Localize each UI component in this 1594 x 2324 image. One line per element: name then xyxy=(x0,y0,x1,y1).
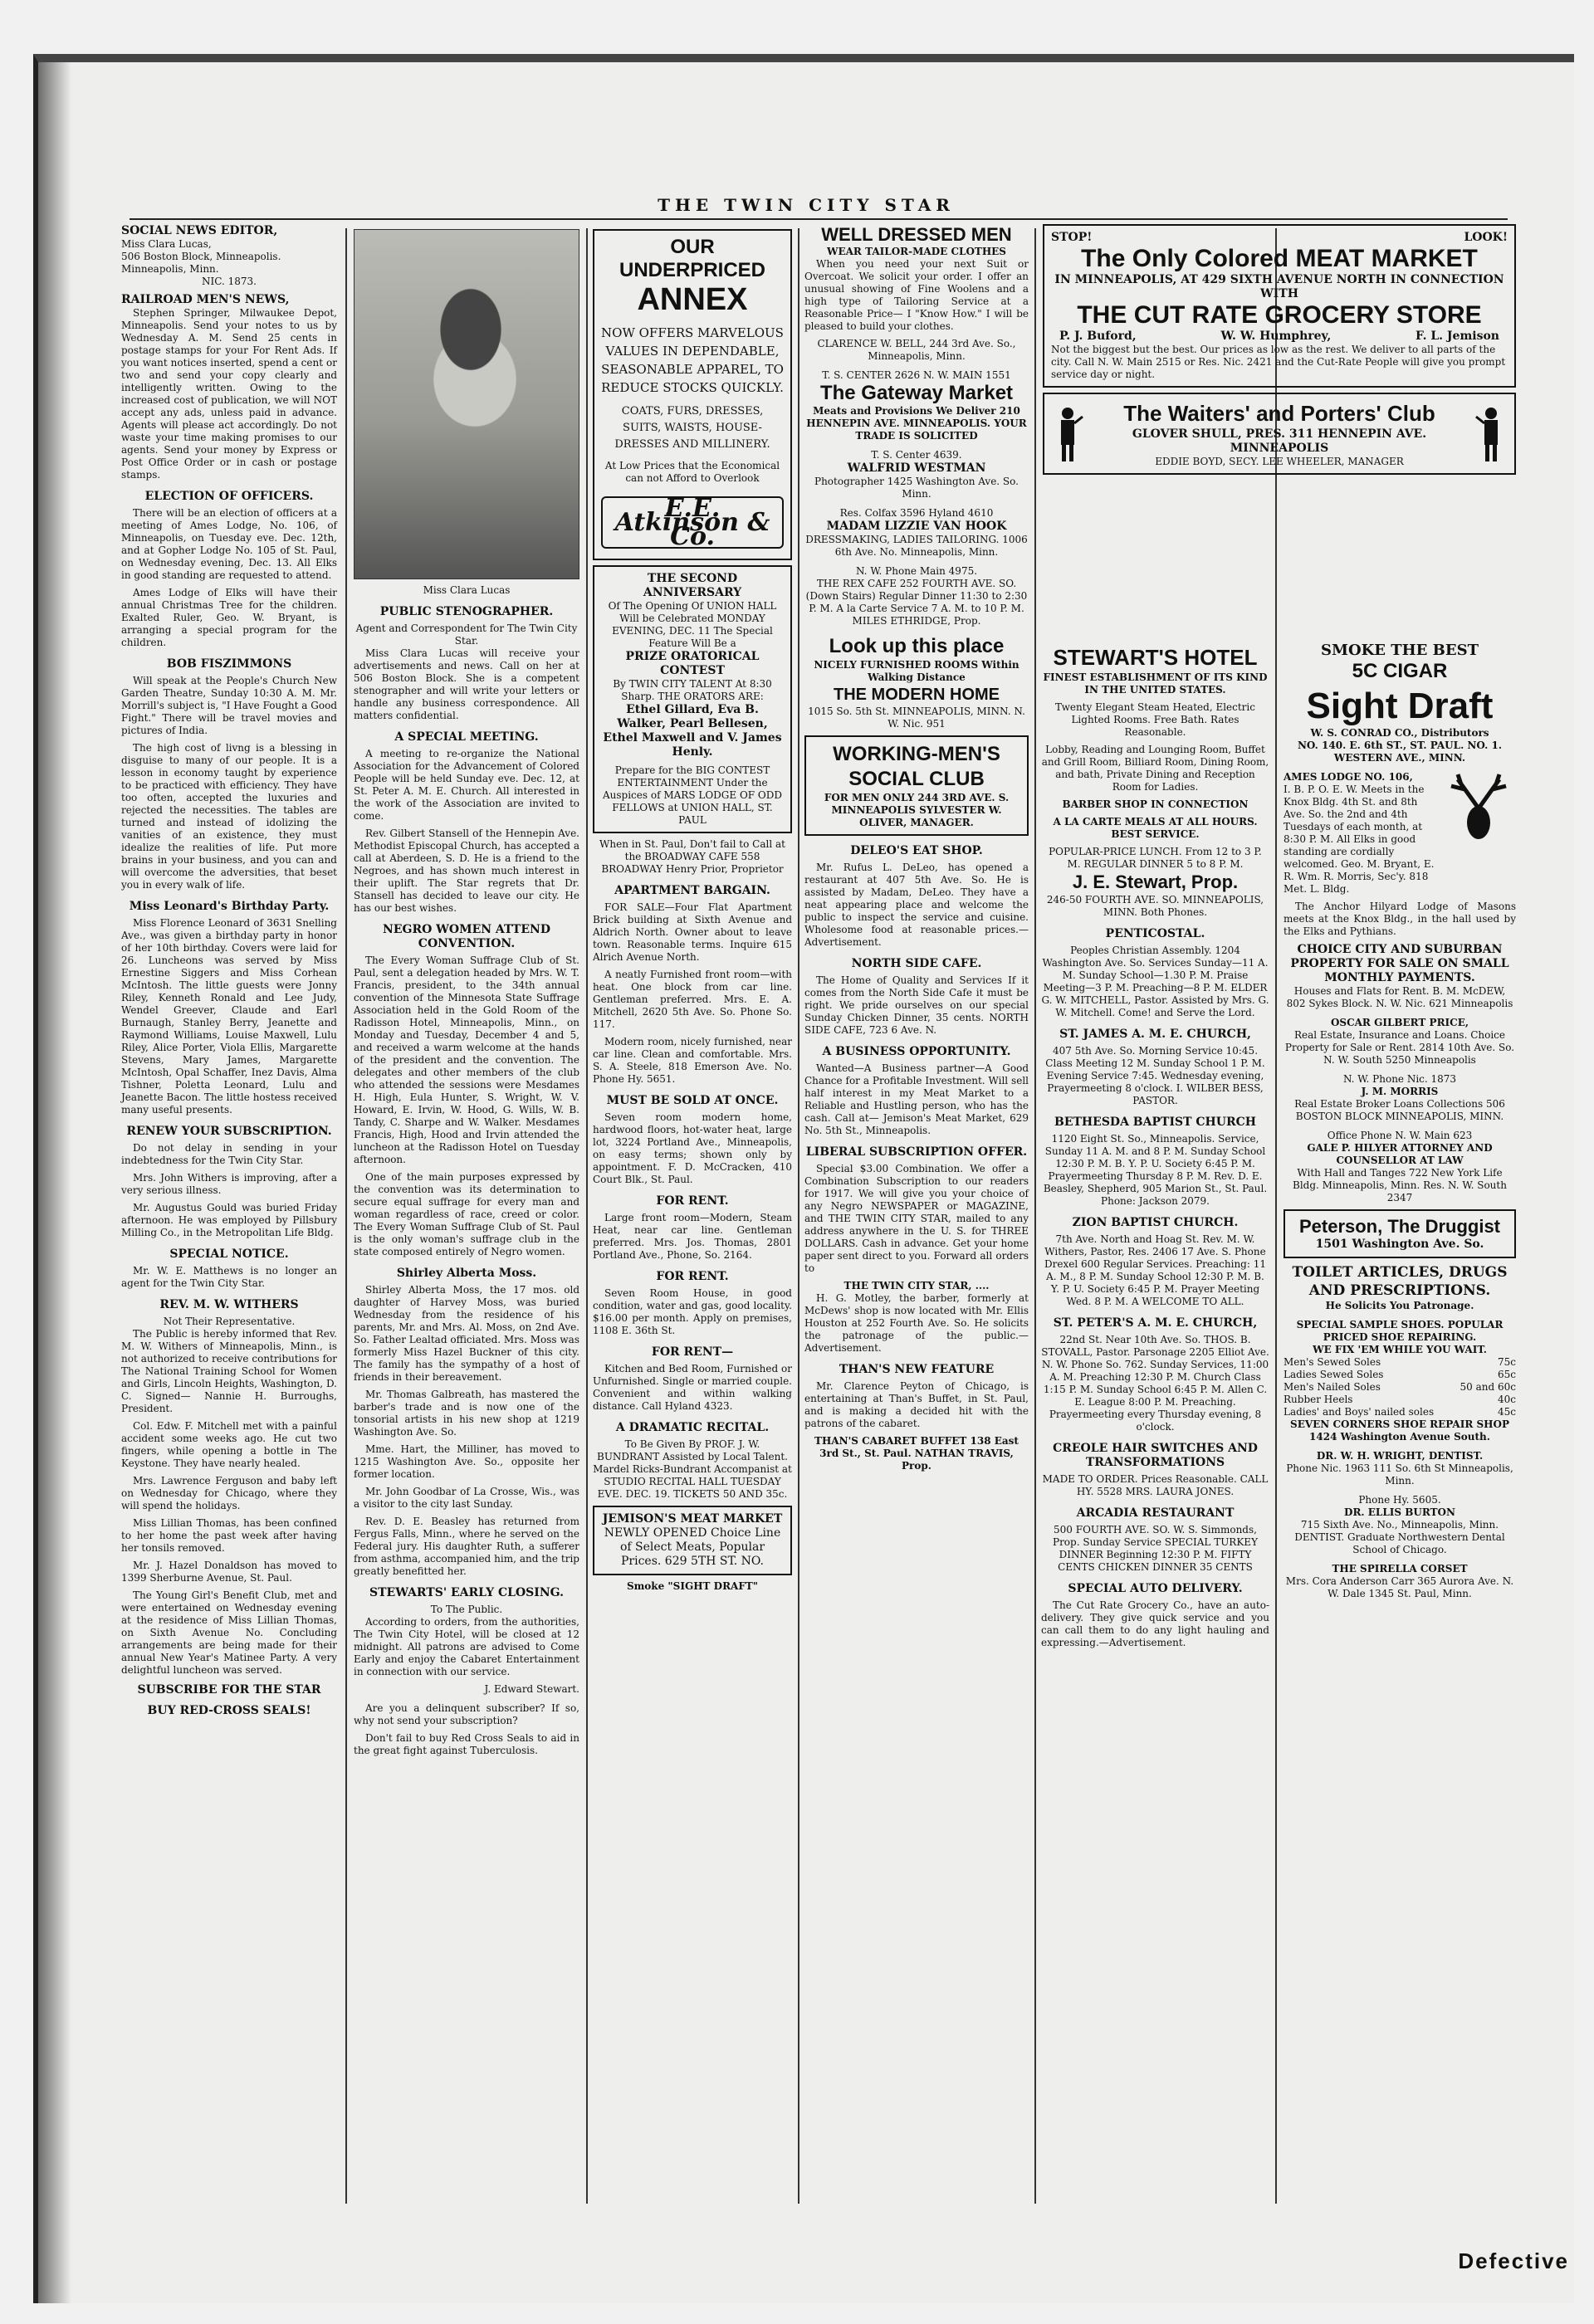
ames-lodge-text xyxy=(1284,771,1436,896)
red-cross-line: BUY RED-CROSS SEALS! xyxy=(147,1704,311,1717)
masthead-rule xyxy=(130,218,1508,220)
rent2-body: Seven Room House, in good condition, water and gas, good locality. $16.00 per month. Apply on premises, 1108 E. 36th St. xyxy=(593,1287,792,1336)
stewart-closing-heading: STEWARTS' EARLY CLOSING. xyxy=(369,1586,564,1599)
creole-heading: CREOLE HAIR SWITCHES AND TRANSFORMATIONS xyxy=(1053,1442,1258,1469)
galbreath-body: Mr. Thomas Galbreath, has mastered the barber's trade and is now one of the tonsorial artists in his new shop at 1219 Washington Ave. So. xyxy=(354,1389,579,1438)
election-heading: ELECTION OF OFFICERS. xyxy=(144,490,314,503)
wright-heading: DR. W. H. WRIGHT, DENTIST. xyxy=(1316,1450,1484,1462)
arcadia-body: 500 FOURTH AVE. SO. W. S. Simmonds, Prop. Sunday Service SPECIAL TURKEY DINNER Beginning 12:30 P. M. FIFTY CENTS CHICKEN DINNER 35 CENTS xyxy=(1053,1524,1258,1573)
creole-body: MADE TO ORDER. Prices Reasonable. CALL HY. 5528 MRS. LAURA JONES. xyxy=(1042,1473,1269,1497)
anchor-lodge-body: The Anchor Hilyard Lodge of Masons meets at the Knox Bldg., in the hall used by the Elks and Pythians. xyxy=(1284,901,1516,937)
moss-body: Shirley Alberta Moss, the 17 mos. old daughter of Harvey Moss, was buried Wednesday from the residence of his parents, Mr. and Mrs. Al. Moss, on 2nd Ave. So. Father Lealtad officiated. Mrs. Moss was formerly Miss Hazel Buckner of this city. The family has the sympathy of a host of friends in their bereavement. xyxy=(354,1284,579,1383)
withers-body: Mrs. John Withers is improving, after a very serious illness. xyxy=(121,1172,337,1196)
porter-figure-icon xyxy=(1474,405,1508,463)
shoes-price-row xyxy=(1284,1394,1516,1406)
railroad-body: Stephen Springer, Milwaukee Depot, Minneapolis. Send your notes to us by Wednesday A. M. Send 25 cents in postage stamps for your For Rent Ads. If you want notices inserted, spend a cent or two and send your copy clearly and intelligently written. Owing to the increased cost of publication, we will NOT accept any ads, unless paid in advance. Agents will please act accordingly. Do not waste your time making promises to our agents. Send your money by Express or Post Office Order or in cash or postage stamps. xyxy=(121,307,337,481)
apartment-body: FOR SALE—Four Flat Apartment Brick building at Sixth Avenue and Aldrich North. Owner about to leave town. Reasonable terms. Inquire 615 Alrich Avenue North. xyxy=(593,901,792,963)
gateway-phone: T. S. CENTER 2626 N. W. MAIN 1551 xyxy=(822,369,1011,381)
st-james-heading: ST. JAMES A. M. E. CHURCH, xyxy=(1059,1028,1251,1041)
morris-body: Real Estate Broker Loans Collections 506 BOSTON BLOCK MINNEAPOLIS, MINN. xyxy=(1294,1098,1505,1122)
westman-heading: WALFRID WESTMAN xyxy=(847,461,986,475)
ames-lodge-body: I. B. P. O. E. W. Meets in the Knox Bldg. 4th St. and 8th Ave. So. the 2nd and 4th Tuesdays of each month, at 8:30 P. M. All Elks in good standing are cordially welcomed. Geo. M. Bryant, E. R. Wm. R. Morris, Sec'y. 818 Met. L. Bldg. xyxy=(1284,784,1435,895)
morris-phone: N. W. Phone Nic. 1873 xyxy=(1342,1073,1457,1085)
column-divider xyxy=(345,228,347,2204)
westman-body: Photographer 1425 Washington Ave. So. Minn. xyxy=(814,476,1019,500)
meat-market-heading: The Only Colored MEAT MARKET xyxy=(1081,245,1478,272)
owner-name: W. W. Humphrey, xyxy=(1220,330,1332,343)
peterson-ad xyxy=(1284,1209,1516,1258)
steno-body: Miss Clara Lucas will receive your advertisements and news. Call on her at 506 Boston Block. She is a competent stenographer and will write your letters or handle any business correspondence. All matters confidential. xyxy=(354,647,579,721)
look-body: NICELY FURNISHED ROOMS Within Walking Distance xyxy=(814,659,1019,683)
masthead: THE TWIN CITY STAR xyxy=(658,195,955,215)
jemison-body: NEWLY OPENED Choice Line of Select Meats, Popular Prices. 629 5TH ST. NO. xyxy=(604,1526,781,1568)
owner-name: F. L. Jemison xyxy=(1416,330,1499,343)
donaldson-body: Mr. J. Hazel Donaldson has moved to 1399 Sherburne Avenue, St. Paul. xyxy=(121,1560,337,1584)
ferguson-body: Mrs. Lawrence Ferguson and baby left on Wednesday for Chicago, where they will spend the holidays. xyxy=(121,1475,337,1511)
stewart-closing-sub: To The Public. xyxy=(430,1604,503,1615)
look-heading: Look up this place xyxy=(829,635,1005,657)
renew-heading: RENEW YOUR SUBSCRIPTION. xyxy=(126,1125,332,1138)
burton-heading: DR. ELLIS BURTON xyxy=(1344,1506,1455,1518)
annex-heading-1: OUR UNDERPRICED xyxy=(619,236,765,281)
corset-heading: THE SPIRELLA CORSET xyxy=(1332,1563,1468,1575)
rev-withers-sub: Not Their Representative. xyxy=(163,1316,296,1327)
birthday-body: Miss Florence Leonard of 3631 Snelling Ave., was given a birthday party in honor of her 10th birthday. Covers were laid for 26. Luncheons was served by Miss Ernestine Siggers and Miss Corhean McIntosh. The little guests were Jonny Riley, Kenneth Ronald and Lee Judy, Wendel Greever, Claude and Earl Burnaugh, Stanley Berry, Jeanette and Raymond Williams, Louise Maxwell, Lulu Riley, Alice Porter, Viola Ellis, Margarette Stevens, Mary James, Margarette McIntosh, Opal Schaffer, Inez Davis, Alma Tishner, Poletta Leonard, Lulu and Jeanette Bacon. The little hostess received many useful presents. xyxy=(121,917,337,1116)
liberal-signature: THE TWIN CITY STAR, .... xyxy=(843,1280,990,1291)
recital-body: To Be Given By PROF. J. W. BUNDRANT Assisted by Local Talent. Mardel Ricks-Bundrant Accompanist at STUDIO RECITAL HALL TUESDAY EVE. DEC. 19. TICKETS 50 AND 35c. xyxy=(593,1438,792,1500)
dressed-body: When you need your next Suit or Overcoat. We solicit your order. I offer an unusual showing of Fine Woolens and a high type of Tailoring Service at a Reasonable Price— I "Know How." I will be pleased to build your clothes. xyxy=(804,258,1029,332)
shoes-item: Rubber Heels xyxy=(1284,1394,1353,1405)
hotel-lunch: POPULAR-PRICE LUNCH. From 12 to 3 P. M. REGULAR DINNER 5 to 8 P. M. xyxy=(1049,846,1262,870)
working-mens-heading: WORKING-MEN'S SOCIAL CLUB xyxy=(833,743,1000,790)
modern-home-address: 1015 So. 5th St. MINNEAPOLIS, MINN. N. W. Nic. 951 xyxy=(808,706,1025,730)
oscar-price-heading: OSCAR GILBERT PRICE, xyxy=(1330,1017,1469,1028)
stop-look-row xyxy=(1051,231,1508,245)
portrait-photo xyxy=(354,229,579,579)
morris-heading: J. M. MORRIS xyxy=(1361,1086,1439,1097)
apartment-heading: APARTMENT BARGAIN. xyxy=(614,884,770,897)
broadway-cafe: When in St. Paul, Don't fail to Call at the BROADWAY CAFE 558 BROADWAY Henry Prior, Proprietor xyxy=(599,838,785,875)
sold-body: Seven room modern home, hardwood floors, hot-water heat, large lot, 3224 Portland Ave., Minneapolis, on easy terms; shown only by appointment. F. D. McCracken, 410 Court Blk., St. Paul. xyxy=(593,1111,792,1185)
modern-home-heading: THE MODERN HOME xyxy=(834,686,1000,704)
shoes-sub: WE FIX 'EM WHILE YOU WAIT. xyxy=(1313,1344,1487,1355)
hotel-barber: BARBER SHOP IN CONNECTION xyxy=(1062,798,1249,810)
social-editor-line: Minneapolis, Minn. xyxy=(121,263,219,275)
toilet-articles: TOILET ARTICLES, DRUGS AND PRESCRIPTIONS. xyxy=(1292,1264,1508,1299)
waiters-heading: The Waiters' and Porters' Club xyxy=(1123,401,1435,426)
column-divider xyxy=(1034,228,1036,2204)
hotel-heading: STEWART'S HOTEL xyxy=(1053,645,1258,670)
zion-body: 7th Ave. North and Hoag St. Rev. M. W. Withers, Pastor, Res. 2406 17 Ave. S. Phone Drexel 600 Regular Services. Preaching: 11 A. M., 8 P. M. Sunday School 12:30 P. M. B. Y. P. U. Society 6:45 P. M. Prayer Meeting Wed. 8 P. M. A WELCOME TO ALL. xyxy=(1044,1233,1266,1307)
shoes-price-list xyxy=(1284,1356,1516,1418)
column-6 xyxy=(1284,643,1516,1600)
shoes-item: Men's Nailed Soles xyxy=(1284,1381,1381,1393)
photo-caption: Miss Clara Lucas xyxy=(423,584,511,596)
steno-sub: Agent and Correspondent for The Twin City Star. xyxy=(355,622,578,647)
st-peter-body: 22nd St. Near 10th Ave. So. THOS. B. STOVALL, Pastor. Parsonage 2205 Elliot Ave. N. W. Phone So. 762. Sunday Services, 11:00 A. M. Preaching 12:30 P. M. Church Class 1:15 P. M. Sunday School 6:45 P. M. Allen C. E. League 8:00 P. M. Preaching. Prayermeeting every Thursday evening, 8 o'clock. xyxy=(1041,1334,1269,1433)
seals-body: Don't fail to buy Red Cross Seals to aid in the great fight against Tuberculosis. xyxy=(354,1732,579,1756)
gateway-body: Meats and Provisions We Deliver 210 HENNEPIN AVE. MINNEAPOLIS. YOUR TRADE IS SOLICITED xyxy=(806,405,1027,442)
election-body: There will be an election of officers at a meeting of Ames Lodge, No. 106, of Minneapolis, on Tuesday eve. Dec. 12th, and at Gopher Lodge No. 105 of St. Paul, on Wednesday evening, Dec. 13. All Elks in good standing are requested to attend. xyxy=(121,507,337,581)
shoes-price-row xyxy=(1284,1381,1516,1394)
hotel-sub: FINEST ESTABLISHMENT OF ITS KIND IN THE UNITED STATES. xyxy=(1043,671,1268,696)
jemison-ad xyxy=(593,1506,792,1575)
pentecostal-heading: PENTICOSTAL. xyxy=(1105,927,1205,940)
social-editor-line: Miss Clara Lucas, xyxy=(121,238,212,250)
deleo-heading: DELEO'S EAT SHOP. xyxy=(850,844,983,857)
beasley-body: Rev. D. E. Beasley has returned from Fergus Falls, Minn., where he served on the Federal jury. His daughter Ruth, a sufferer from asthma, accompanied him, and the trip greatly benefitted her. xyxy=(354,1516,579,1577)
shoes-item: Ladies' and Boys' nailed soles xyxy=(1284,1406,1435,1418)
auto-delivery-body: The Cut Rate Grocery Co., have an auto-delivery. They give quick service and you can call them to do any light hauling and expressing.—Advertisement. xyxy=(1041,1599,1269,1648)
rent1-body: Large front room—Modern, Steam Heat, near car line. Gentleman preferred. Mrs. Jos. Thomas, 2801 Portland Ave., Phone, So. 2164. xyxy=(593,1212,792,1261)
bob-heading: BOB FISZIMMONS xyxy=(166,657,292,671)
choice-property-body: Houses and Flats for Rent. B. M. McDEW, 802 Sykes Block. N. W. Nic. 621 Minneapolis xyxy=(1286,985,1513,1009)
zion-heading: ZION BAPTIST CHURCH. xyxy=(1072,1216,1239,1229)
annex-heading-2: ANNEX xyxy=(637,282,748,317)
meeting-heading: A SPECIAL MEETING. xyxy=(394,730,539,744)
oscar-price-body: Real Estate, Insurance and Loans. Choice Property for Sale or Rent. 2814 10th Ave. So. N. W. South 5250 Minneapolis xyxy=(1284,1029,1515,1066)
meat-market-body: IN MINNEAPOLIS, AT 429 SIXTH AVENUE NORTH IN CONNECTION WITH xyxy=(1054,273,1504,300)
social-editor-heading: SOCIAL NEWS EDITOR, xyxy=(121,224,278,237)
business-heading: A BUSINESS OPPORTUNITY. xyxy=(822,1045,1011,1058)
column-divider xyxy=(798,228,799,2204)
anniversary-contest: PRIZE ORATORICAL CONTEST xyxy=(625,650,760,677)
special-notice-body: Mr. W. E. Matthews is no longer an agent for the Twin City Star. xyxy=(121,1265,337,1289)
shoes-item: Men's Sewed Soles xyxy=(1284,1356,1381,1368)
patronage-line: He Solicits You Patronage. xyxy=(1325,1300,1474,1311)
van-hook-heading: MADAM LIZZIE VAN HOOK xyxy=(826,520,1007,533)
goodbar-body: Mr. John Goodbar of La Crosse, Wis., was a visitor to the city last Sunday. xyxy=(354,1486,579,1510)
shoes-price: 45c xyxy=(1498,1406,1516,1418)
anniversary-orators: Ethel Gillard, Eva B. Walker, Pearl Bellesen, Ethel Maxwell and V. James Henly. xyxy=(603,703,782,759)
recital-heading: A DRAMATIC RECITAL. xyxy=(615,1421,770,1434)
annex-body: NOW OFFERS MARVELOUS VALUES IN DEPENDABLE, SEASONABLE APPAREL, TO REDUCE STOCKS QUICKLY. xyxy=(601,325,784,395)
column-2 xyxy=(354,224,579,1762)
renew-body: Do not delay in sending in your indebtedness for the Twin City Star. xyxy=(121,1142,337,1166)
burton-body: 715 Sixth Ave. No., Minneapolis, Minn. DENTIST. Graduate Northwestern Dental School of Chicago. xyxy=(1294,1519,1505,1555)
shoes-price-row xyxy=(1284,1369,1516,1381)
thans-body: Mr. Clarence Peyton of Chicago, is entertaining at Than's Buffet, in St. Paul, and is making a decided hit with the patrons of the cabaret. xyxy=(804,1380,1029,1429)
dressed-heading: WELL DRESSED MEN xyxy=(821,224,1012,245)
girls-club-body: The Young Girl's Benefit Club, met and were entertained on Wednesday evening at the residence of Miss Lillian Thomas, on Sixth Avenue No. Concluding arrangements are being made for their annual New Year's Matinee Party. A very delightful luncheon was served. xyxy=(121,1589,337,1676)
ames-lodge-heading: AMES LODGE NO. 106, xyxy=(1284,771,1413,783)
deleo-body: Mr. Rufus L. DeLeo, has opened a restaurant at 407 5th Ave. So. He is assisted by Madam, DeLeo. They have a neat appearing place and welcome the public to inspect the service and cuisine. Wholesome food at reasonable prices.—Advertisement. xyxy=(804,862,1029,948)
rex-body: THE REX CAFE 252 FOURTH AVE. SO. (Down Stairs) Regular Dinner 11:30 to 2:30 P. M. A la Carte Service 7 A. M. to 10 P. M. MILES ETHRIDGE, Prop. xyxy=(805,578,1028,627)
milliner-body: Mme. Hart, the Milliner, has moved to 1215 Washington Ave. So., opposite her former location. xyxy=(354,1443,579,1480)
stewart-signature: J. Edward Stewart. xyxy=(484,1683,579,1695)
smoke-heading: SMOKE THE BEST xyxy=(1321,642,1479,659)
cigar-heading: 5C CIGAR xyxy=(1352,660,1448,682)
birthday-heading: Miss Leonard's Birthday Party. xyxy=(129,900,330,913)
hilyer-phone: Office Phone N. W. Main 623 xyxy=(1327,1130,1473,1141)
stewart-closing-body: According to orders, from the authorities, The Twin City Hotel, will be closed at 12 midnight. All patrons are advised to Come Early and enjoy the Cabaret Entertainment in connection with our service. xyxy=(354,1616,579,1677)
corset-body: Mrs. Cora Anderson Carr 365 Aurora Ave. N. W. Dale 1345 St. Paul, Minn. xyxy=(1285,1575,1514,1599)
anniversary-heading: THE SECOND ANNIVERSARY xyxy=(643,572,742,599)
shoes-price-row xyxy=(1284,1406,1516,1418)
stop-label: STOP! xyxy=(1051,231,1093,244)
arcadia-heading: ARCADIA RESTAURANT xyxy=(1076,1506,1235,1520)
ames-lodge-block xyxy=(1284,771,1516,896)
hilyer-heading: GALE P. HILYER ATTORNEY AND COUNSELLOR AT LAW xyxy=(1307,1142,1493,1166)
hotel-address: 246-50 FOURTH AVE. SO. MINNEAPOLIS, MINN. Both Phones. xyxy=(1046,894,1264,918)
anniversary-ad xyxy=(593,565,792,833)
shoes-price-row xyxy=(1284,1356,1516,1369)
special-notice-heading: SPECIAL NOTICE. xyxy=(169,1247,289,1261)
sold-heading: MUST BE SOLD AT ONCE. xyxy=(606,1094,779,1107)
dressed-signature: CLARENCE W. BELL, 244 3rd Ave. So., Minneapolis, Minn. xyxy=(817,338,1016,362)
railroad-heading: RAILROAD MEN'S NEWS, xyxy=(121,293,290,306)
peterson-address: 1501 Washington Ave. So. xyxy=(1315,1238,1484,1251)
annex-goods: COATS, FURS, DRESSES, SUITS, WAISTS, HOUSE-DRESSES AND MILLINERY. xyxy=(614,405,770,451)
atkinson-logo: E.E. Atkinson & Co. xyxy=(601,496,784,549)
bob-body: Will speak at the People's Church New Garden Theatre, Sunday 10:30 A. M. Mr. Morrill's subject is, "I Have Fought a Good Fight." There will be travel movies and pictures of India. xyxy=(121,675,337,736)
shoes-item: Ladies Sewed Soles xyxy=(1284,1369,1384,1380)
waiters-club-text xyxy=(1091,399,1468,468)
rent3-heading: FOR RENT— xyxy=(651,1345,734,1359)
rent2-heading: FOR RENT. xyxy=(656,1270,729,1283)
top-right-ads xyxy=(1043,224,1516,480)
furnished-room: A neatly Furnished front room—with heat. One block from car line. Gentleman preferred. Mrs. E. A. Mitchell, 2620 5th Ave. So. Phone So. 117. xyxy=(593,969,792,1030)
gateway-heading: The Gateway Market xyxy=(819,382,1014,404)
column-3 xyxy=(593,224,792,1593)
column-divider xyxy=(1275,228,1277,2204)
auto-delivery-heading: SPECIAL AUTO DELIVERY. xyxy=(1068,1582,1243,1595)
grocery-body: Not the biggest but the best. Our prices as low as the rest. We deliver to all parts of the city. Call N. W. Main 2515 or Res. Nic. 2421 and the Cut-Rate People will give you prompt service day or night. xyxy=(1051,344,1506,380)
burton-phone: Phone Hy. 5605. xyxy=(1358,1494,1441,1506)
negro-women-heading: NEGRO WOMEN ATTEND CONVENTION. xyxy=(383,923,550,950)
meeting-body: A meeting to re-organize the National Association for the Advancement of Colored People will be held Sunday eve. Dec. 12, at St. Peter A. M. E. Church. All interested in the work of the Association are invited to come. xyxy=(354,748,579,822)
motley-body: H. G. Motley, the barber, formerly at McDews' shop is now located with Mr. Ellis Houston at 252 Fourth Ave. So. He solicits the patronage of the public.—Advertisement. xyxy=(804,1292,1029,1354)
anniversary-body: Of The Opening Of UNION HALL Will be Celebrated MONDAY EVENING, DEC. 11 The Special Feature Will Be a xyxy=(608,600,777,649)
bethesda-body: 1120 Eight St. So., Minneapolis. Service, Sunday 11 A. M. and 8 P. M. Sunday School 12:30 P. M. B. Y. P. U. Society 6:45 P. M. Prayermeeting Thursday 8 P. M. Rev. D. E. Beasley, Shepherd, 905 Marion St., St. Paul. Phone: Jackson 2079. xyxy=(1043,1133,1268,1207)
wright-body: Phone Nic. 1963 111 So. 6th St Minneapolis, Minn. xyxy=(1286,1462,1513,1487)
negro-women-body-2: One of the main purposes expressed by the convention was its determination to secure equal suffrage for every man and woman regardless of race, creed or color. The Every Woman Suffrage Club of St. Paul is the only woman's suffrage club in the state composed entirely of Negro women. xyxy=(354,1171,579,1257)
column-5 xyxy=(1041,643,1269,1654)
van-hook-phones: Res. Colfax 3596 Hyland 4610 xyxy=(839,507,994,519)
waiters-body: GLOVER SHULL, PRES. 311 HENNEPIN AVE. MINNEAPOLIS xyxy=(1132,427,1427,455)
elks-body: Ames Lodge of Elks will have their annual Christmas Tree for the children. Exalted Ruler, Geo. W. Bryant, is arranging a special program for the children. xyxy=(121,587,337,648)
north-side-body: The Home of Quality and Services If it comes from the North Side Cafe it must be right. We pride ourselves on our special Sunday Chicken Dinner, 35 cents. NORTH SIDE CAFE, 723 6 Ave. N. xyxy=(804,974,1029,1036)
hotel-proprietor: J. E. Stewart, Prop. xyxy=(1072,872,1239,892)
dressed-sub: WEAR TAILOR-MADE CLOTHES xyxy=(827,246,1006,257)
anniversary-by: By TWIN CITY TALENT At 8:30 Sharp. THE ORATORS ARE: xyxy=(613,678,772,702)
rev-withers-heading: REV. M. W. WITHERS xyxy=(159,1298,299,1311)
thans-heading: THAN'S NEW FEATURE xyxy=(839,1363,995,1376)
subscribe-line: SUBSCRIBE FOR THE STAR xyxy=(137,1683,321,1697)
meat-market-ad xyxy=(1043,224,1516,388)
jemison-heading: JEMISON'S MEAT MARKET xyxy=(602,1512,783,1526)
shoes-price: 50 and 60c xyxy=(1460,1381,1516,1393)
owner-name: P. J. Buford, xyxy=(1059,330,1137,343)
north-side-heading: NORTH SIDE CAFE. xyxy=(851,957,982,970)
rex-phone: N. W. Phone Main 4975. xyxy=(855,565,978,577)
hotel-rooms: Twenty Elegant Steam Heated, Electric Lighted Rooms. Free Bath. Rates Reasonable. xyxy=(1055,701,1255,738)
shoes-heading: SPECIAL SAMPLE SHOES. POPULAR PRICED SHOE REPAIRING. xyxy=(1296,1319,1504,1343)
social-editor-line: NIC. 1873. xyxy=(202,276,257,287)
column-4 xyxy=(804,224,1029,1472)
bethesda-heading: BETHESDA BAPTIST CHURCH xyxy=(1054,1116,1256,1129)
newspaper-page xyxy=(33,54,1574,2303)
business-body: Wanted—A Business partner—A Good Chance for a Profitable Investment. Will sell half interest in my Meat Market to a Reliable and Hustling person, who has the cash. Call at— Jemison's Meat Market, 629 No. 5th St., Minneapolis. xyxy=(804,1062,1029,1136)
thomas-body: Miss Lillian Thomas, has been confined to her home the past week after having her tonsils removed. xyxy=(121,1517,337,1554)
owners-row xyxy=(1051,330,1508,344)
hotel-meals: A LA CARTE MEALS AT ALL HOURS. BEST SERVICE. xyxy=(1053,816,1258,840)
conrad-address: NO. 140. E. 6th ST., ST. PAUL. NO. 1. WESTERN AVE., MINN. xyxy=(1297,740,1503,764)
defective-stamp: Defective xyxy=(1458,2248,1569,2273)
waiters-signature: EDDIE BOYD, SECY. LEE WHEELER, MANAGER xyxy=(1155,456,1404,467)
negro-women-body: The Every Woman Suffrage Club of St. Paul, sent a delegation headed by Mrs. W. T. Francis, president, to the 34th annual convention of the Minnesota State Suffrage Association held in the Gold Room of the Radisson Hotel, Minneapolis, Minn., on Monday and Tuesday, December 4 and 5, and received a warm welcome at the hands of the president and the convention. The delegates and other members of the club who attended the sessions were Mesdames H. High, Eula Hunter, S. Wright, W. V. Howard, E. Irvin, W. Hood, G. Wills, W. B. Tandy, C. Sharpe and W. Walker. Mesdames Francis, High, Hood and Irvin attended the luncheon at the Radisson Hotel on Tuesday afternoon. xyxy=(354,954,579,1165)
smoke-sight-draft: Smoke "SIGHT DRAFT" xyxy=(626,1580,759,1592)
conrad-line: W. S. CONRAD CO., Distributors xyxy=(1310,727,1489,739)
pentecostal-body: Peoples Christian Assembly. 1204 Washington Ave. So. Services Sunday—11 A. M. Sunday School—1.30 P. M. Praise Meeting—3 P. M. Preaching—8 P. M. ELDER G. W. MITCHELL, Pastor. Assisted by Mrs. G. W. Mitchell. Come! and Serve the Lord. xyxy=(1041,945,1269,1018)
look-label: LOOK! xyxy=(1464,231,1508,244)
sight-draft-heading: Sight Draft xyxy=(1306,686,1494,726)
delinquent-body: Are you a delinquent subscriber? If so, why not send your subscription? xyxy=(354,1702,579,1726)
hotel-lobby: Lobby, Reading and Lounging Room, Buffet and Grill Room, Billiard Room, Dining Room, and bath, Private Dining and Reception Room for Ladies. xyxy=(1041,744,1269,793)
working-mens-club-ad xyxy=(804,735,1029,836)
rent1-heading: FOR RENT. xyxy=(656,1194,729,1208)
peterson-heading: Peterson, The Druggist xyxy=(1298,1216,1501,1237)
shoes-shop: SEVEN CORNERS SHOE REPAIR SHOP 1424 Washington Avenue South. xyxy=(1290,1418,1509,1443)
moss-heading: Shirley Alberta Moss. xyxy=(396,1267,537,1280)
choice-property-heading: CHOICE CITY AND SUBURBAN PROPERTY FOR SALE ON SMALL MONTHLY PAYMENTS. xyxy=(1290,943,1509,984)
van-hook-body: DRESSMAKING, LADIES TAILORING. 1006 6th Ave. No. Minneapolis, Minn. xyxy=(805,534,1028,558)
thans-signature: THAN'S CABARET BUFFET 138 East 3rd St., St. Paul. NATHAN TRAVIS, Prop. xyxy=(814,1435,1019,1472)
shoes-price: 75c xyxy=(1498,1356,1516,1368)
cut-rate-grocery-heading: THE CUT RATE GROCERY STORE xyxy=(1077,301,1482,329)
cost-of-living-body: The high cost of livng is a blessing in disguise to many of our people. It is a lesson in economy taught by experience to be practiced with efficiency. They have too often, accepted the luxuries and rejected the necessities. The tables are turned and instead of idolizing the vanities of an existence, they must idealize the realities of life. Put more brains in your business, and you can and will overcome the adversities, that beset you in every walk of life. xyxy=(121,742,337,891)
gould-body: Mr. Augustus Gould was buried Friday afternoon. He was employed by Pillsbury Milling Co., in the Metropolitan Life Bldg. xyxy=(121,1202,337,1238)
rent3-body: Kitchen and Bed Room, Furnished or Unfurnished. Single or married couple. Convenient and within walking distance. Call Hyland 4323. xyxy=(593,1363,792,1412)
steno-heading: PUBLIC STENOGRAPHER. xyxy=(379,605,554,618)
rev-withers-body: The Public is hereby informed that Rev. M. W. Withers of Minneapolis, Minn., is not authorized to receive contributions for The National Training School for Women and Girls, Lincoln Heights, Washington, D. C. Signed— Nannie H. Burroughs, President. xyxy=(121,1328,337,1414)
anniversary-prepare: Prepare for the BIG CONTEST ENTERTAINMENT Under the Auspices of MARS LODGE OF ODD FELLOWS at UNION HALL, ST. PAUL xyxy=(602,764,783,826)
mitchell-body: Col. Edw. F. Mitchell met with a painful accident some weeks ago. He cut two fingers, while opening a bottle in The Keystone. They have nearly healed. xyxy=(121,1420,337,1469)
working-mens-body: FOR MEN ONLY 244 3RD AVE. S. MINNEAPOLIS SYLVESTER W. OLIVER, MANAGER. xyxy=(824,792,1010,828)
waiter-figure-icon xyxy=(1051,405,1084,463)
annex-prices: At Low Prices that the Economical can not Afford to Overlook xyxy=(604,460,780,484)
westman-phone: T. S. Center 4639. xyxy=(871,449,962,461)
st-james-body: 407 5th Ave. So. Morning Service 10:45. Class Meeting 12 M. Sunday School 1 P. M. Evening Service 7:45. Wednesday evening, Prayermeeting 8 o'clock. I. WILBER BESS, PASTOR. xyxy=(1045,1045,1265,1106)
elk-head-icon xyxy=(1441,771,1516,846)
column-1 xyxy=(121,224,337,1718)
column-divider xyxy=(586,228,588,2204)
waiters-club-ad xyxy=(1043,393,1516,475)
hilyer-body: With Hall and Tanges 722 New York Life Bldg. Minneapolis, Minn. Res. N. W. South 2347 xyxy=(1293,1167,1507,1204)
modern-room: Modern room, nicely furnished, near car line. Clean and comfortable. Mrs. S. A. Steele, 818 Emerson Ave. No. Phone Hy. 5651. xyxy=(593,1036,792,1085)
stansell-body: Rev. Gilbert Stansell of the Hennepin Ave. Methodist Episcopal Church, has accepted a call at Aberdeen, S. D. He is a friend to the Negroes, and has shown much interest in their uplift. The Star regrets that Dr. Stansell has decided to leave our city. He has our best wishes. xyxy=(354,828,579,914)
shoes-price: 65c xyxy=(1498,1369,1516,1380)
shoes-price: 40c xyxy=(1498,1394,1516,1405)
social-editor-line: 506 Boston Block, Minneapolis. xyxy=(121,251,281,262)
st-peter-heading: ST. PETER'S A. M. E. CHURCH, xyxy=(1053,1316,1258,1330)
annex-ad xyxy=(593,229,792,560)
liberal-body: Special $3.00 Combination. We offer a Combination Subscription to our readers for 1917. We will give you your choice of any Negro NEWSPAPER or MAGAZINE, and THE TWIN CITY STAR, mailed to any address anywhere in the U. S. for THREE DOLLARS. Cash in advance. Get your home paper sent direct to you. Forward all orders to xyxy=(804,1163,1029,1274)
liberal-heading: LIBERAL SUBSCRIPTION OFFER. xyxy=(805,1145,1028,1159)
